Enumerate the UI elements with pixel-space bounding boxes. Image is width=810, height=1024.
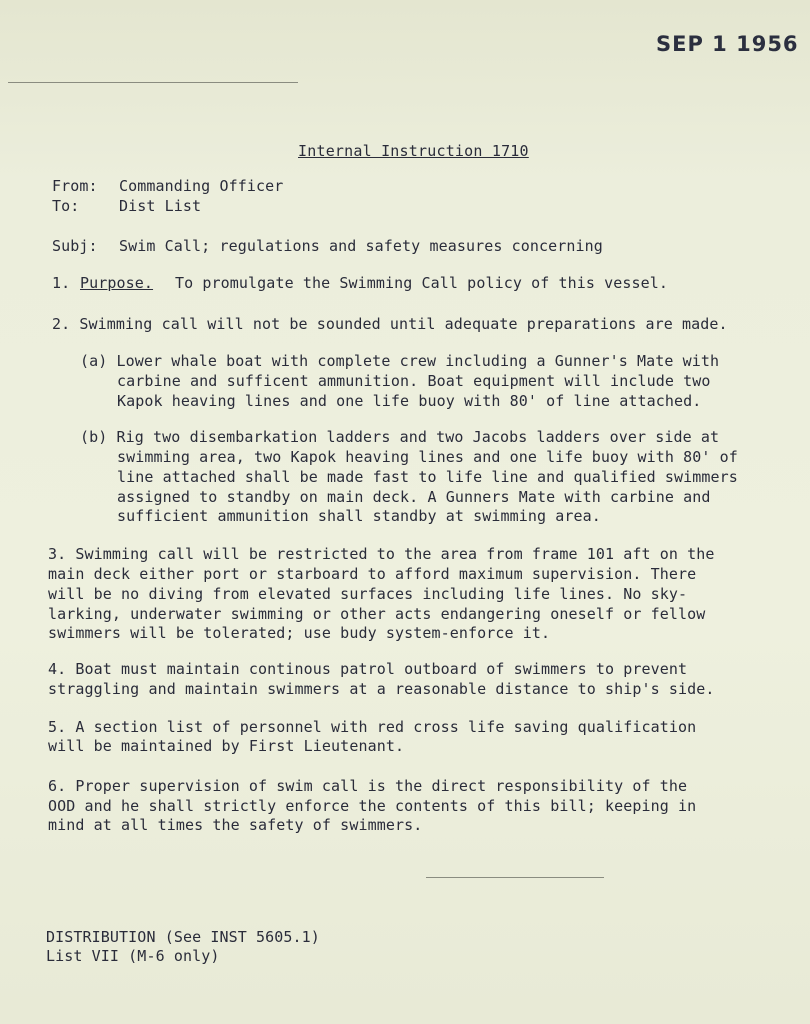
para1-number: 1. [52,274,71,292]
to-value: Dist List [119,197,202,215]
top-rule [8,82,298,83]
para3-line: swimmers will be tolerated; use budy system-enforce it. [48,624,551,642]
para2a-line: Kapok heaving lines and one life buoy with 80' of line attached. [117,392,702,410]
para3-line: 3. Swimming call will be restricted to the area from frame 101 aft on the [48,545,715,563]
para1-heading: Purpose. [80,274,154,292]
para3-line: larking, underwater swimming or other acts endangering oneself or fellow [48,605,706,623]
to-label: To: [52,197,80,215]
distribution-line: List VII (M-6 only) [46,947,220,965]
para2b-line: line attached shall be made fast to life line and qualified swimmers [117,468,738,486]
para3-line: main deck either port or starboard to afford maximum supervision. There [48,565,697,583]
para2a-line: (a) Lower whale boat with complete crew including a Gunner's Mate with [80,352,720,370]
distribution-line: DISTRIBUTION (See INST 5605.1) [46,928,320,946]
para2b-line: (b) Rig two disembarkation ladders and two Jacobs ladders over side at [80,428,720,446]
para4-line: straggling and maintain swimmers at a reasonable distance to ship's side. [48,680,715,698]
subj-label: Subj: [52,237,98,255]
para4-line: 4. Boat must maintain continous patrol outboard of swimmers to prevent [48,660,688,678]
para2b-line: swimming area, two Kapok heaving lines and one life buoy with 80' of [117,448,738,466]
para2b-line: sufficient ammunition shall standby at swimming area. [117,507,601,525]
para2-text: 2. Swimming call will not be sounded until adequate preparations are made. [52,315,728,333]
para1-text: To promulgate the Swimming Call policy of this vessel. [175,274,669,292]
document-title: Internal Instruction 1710 [298,142,529,160]
para6-line: 6. Proper supervision of swim call is the direct responsibility of the [48,777,688,795]
from-label: From: [52,177,98,195]
para6-line: OOD and he shall strictly enforce the contents of this bill; keeping in [48,797,697,815]
para6-line: mind at all times the safety of swimmers. [48,816,423,834]
subj-value: Swim Call; regulations and safety measures concerning [119,237,603,255]
para5-line: 5. A section list of personnel with red cross life saving qualification [48,718,697,736]
date-stamp: SEP 1 1956 [656,32,799,56]
para2b-line: assigned to standby on main deck. A Gunners Mate with carbine and [117,488,711,506]
para3-line: will be no diving from elevated surfaces including life lines. No sky- [48,585,688,603]
para2a-line: carbine and sufficent ammunition. Boat equipment will include two [117,372,711,390]
para5-line: will be maintained by First Lieutenant. [48,737,405,755]
from-value: Commanding Officer [119,177,284,195]
signature-rule [426,877,604,878]
